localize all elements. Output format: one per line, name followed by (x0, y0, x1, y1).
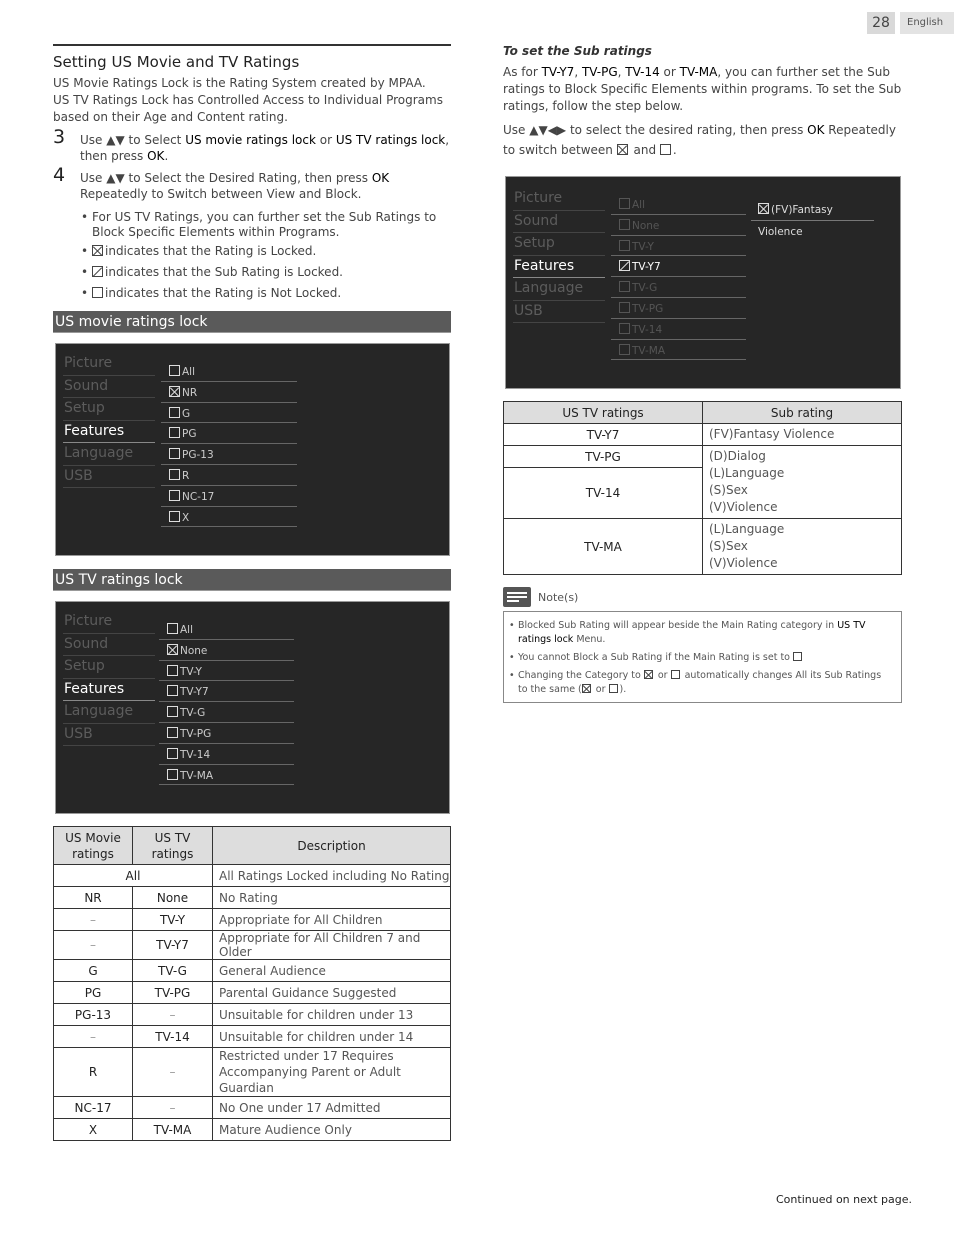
continued-note: Continued on next page. (776, 1193, 912, 1206)
table-row: – TV-14 Unsuitable for children under 14 (54, 1026, 451, 1048)
bullet-sub-ratings: • For US TV Ratings, you can further set the Sub Ratings to Block Specific Elements within Programs. (81, 210, 437, 239)
table-row: PG-13 – Unsuitable for children under 13 (54, 1004, 451, 1026)
sub-ratings-screen (505, 176, 901, 389)
locked-checkbox-icon (582, 684, 591, 693)
option-x[interactable]: X (161, 507, 297, 528)
option-all[interactable]: All (161, 361, 297, 382)
option-all[interactable]: All (159, 619, 294, 640)
menu-item-language[interactable]: Language (513, 278, 605, 301)
step-number: 3 (53, 126, 66, 148)
page-number: 28 (867, 12, 895, 34)
table-row: All All Ratings Locked including No Rating (54, 865, 451, 887)
option-tv-y7[interactable]: TV-Y7 (159, 681, 294, 702)
table-row: X TV-MA Mature Audience Only (54, 1119, 451, 1141)
settings-menu (63, 353, 155, 488)
menu-item-features[interactable]: Features (513, 256, 605, 279)
checkbox-icon (167, 706, 178, 717)
option-tv-14[interactable]: TV-14 (611, 319, 746, 340)
table-row: NC-17 – No One under 17 Admitted (54, 1097, 451, 1119)
menu-item-usb[interactable]: USB (513, 301, 605, 324)
right-column (503, 44, 902, 703)
language-tab: English (900, 12, 954, 34)
note-item: • You cannot Block a Sub Rating if the Main Rating is set to (509, 651, 893, 665)
checkbox-icon (619, 198, 630, 209)
menu-item-picture[interactable]: Picture (63, 611, 155, 634)
checkbox-icon (619, 302, 630, 313)
table-row: TV-Y7 (FV)Fantasy Violence (504, 424, 902, 446)
menu-item-sound[interactable]: Sound (63, 376, 155, 399)
bullet-not-locked: • indicates that the Rating is Not Locked. (81, 286, 342, 300)
option-tv-pg[interactable]: TV-PG (159, 723, 294, 744)
checkbox-icon (619, 344, 630, 355)
intro-text-2: US TV Ratings Lock has Controlled Access to Individual Programs based on their Age and Content rating. (53, 93, 443, 124)
option-nc-17[interactable]: NC-17 (161, 486, 297, 507)
checkbox-icon (169, 490, 180, 501)
option-tv-ma[interactable]: TV-MA (159, 765, 294, 786)
option-pg-13[interactable]: PG-13 (161, 444, 297, 465)
table-row: TV-PG (D)Dialog (L)Language (S)Sex (V)Violence (504, 446, 902, 468)
checkbox-icon (167, 685, 178, 696)
option-none[interactable]: None (611, 215, 746, 236)
option-tv-pg[interactable]: TV-PG (611, 298, 746, 319)
header-movie: US Movie ratings (54, 827, 133, 865)
checkbox-icon (619, 219, 630, 230)
checkbox-icon (167, 665, 178, 676)
locked-checkbox-icon (617, 144, 628, 155)
checkbox-icon (169, 407, 180, 418)
locked-checkbox-icon (758, 203, 769, 214)
locked-checkbox-icon (167, 644, 178, 655)
table-row: PG TV-PG Parental Guidance Suggested (54, 982, 451, 1004)
checkbox-icon (167, 748, 178, 759)
menu-item-language[interactable]: Language (63, 701, 155, 724)
note-item: • Changing the Category to or automatically changes All its Sub Ratings to the same ( or ). (509, 670, 882, 695)
menu-item-setup[interactable]: Setup (63, 398, 155, 421)
tv-rating-options (159, 619, 294, 785)
note-item: • Blocked Sub Rating will appear beside the Main Rating category in US TV ratings lock Menu. (509, 620, 866, 645)
checkbox-icon (793, 652, 802, 661)
header-tv: US TV ratings (133, 827, 213, 865)
menu-item-language[interactable]: Language (63, 443, 155, 466)
checkbox-icon (619, 323, 630, 334)
table-row: – TV-Y7 Appropriate for All Children 7 and Older (54, 931, 451, 960)
sub-locked-checkbox-icon (619, 260, 630, 271)
settings-menu (513, 188, 605, 323)
tv-ratings-bar: US TV ratings lock (53, 569, 451, 591)
unlocked-checkbox-icon (92, 287, 103, 298)
checkbox-icon (169, 511, 180, 522)
settings-menu (63, 611, 155, 746)
movie-ratings-bar: US movie ratings lock (53, 311, 451, 333)
ratings-table (53, 826, 451, 1141)
table-header-row (54, 827, 451, 865)
header-description: Description (213, 827, 451, 865)
menu-item-sound[interactable]: Sound (63, 634, 155, 657)
locked-checkbox-icon (169, 386, 180, 397)
movie-ratings-screen (55, 343, 450, 556)
option-tv-y[interactable]: TV-Y (159, 661, 294, 682)
option-tv-y7[interactable]: TV-Y7 (611, 256, 746, 277)
table-row: NR None No Rating (54, 887, 451, 909)
sub-rating-item[interactable]: (FV)Fantasy Violence (751, 199, 874, 221)
notes-header: Note(s) (503, 587, 902, 607)
sub-ratings-title: To set the Sub ratings (503, 44, 652, 58)
step-number: 4 (53, 164, 66, 186)
menu-item-picture[interactable]: Picture (513, 188, 605, 211)
section-title: Setting US Movie and TV Ratings (53, 44, 451, 71)
locked-checkbox-icon (644, 670, 653, 679)
table-row: TV-MA (L)Language (S)Sex (V)Violence (504, 519, 902, 575)
option-tv-g[interactable]: TV-G (159, 702, 294, 723)
checkbox-icon (660, 144, 671, 155)
checkbox-icon (619, 240, 630, 251)
menu-item-sound[interactable]: Sound (513, 211, 605, 234)
table-row: – TV-Y Appropriate for All Children (54, 909, 451, 931)
option-tv-ma[interactable]: TV-MA (611, 340, 746, 361)
menu-item-features[interactable]: Features (63, 421, 155, 444)
table-header-row: US TV ratings Sub rating (504, 402, 902, 424)
checkbox-icon (609, 684, 618, 693)
notes-icon (503, 587, 531, 607)
locked-checkbox-icon (92, 245, 103, 256)
step-4: 4 Use ▲▼ to Select the Desired Rating, then press OK Repeatedly to Switch between View and Block. (53, 164, 390, 201)
option-none[interactable]: None (159, 640, 294, 661)
bullet-sub-locked: • indicates that the Sub Rating is Locked. (81, 265, 343, 279)
menu-item-usb[interactable]: USB (63, 466, 155, 489)
checkbox-icon (671, 670, 680, 679)
notes-box (503, 611, 902, 703)
bullet-locked: • indicates that the Rating is Locked. (81, 244, 317, 258)
checkbox-icon (619, 281, 630, 292)
option-tv-y[interactable]: TV-Y (611, 236, 746, 257)
sub-ratings-intro: As for TV-Y7, TV-PG, TV-14 or TV-MA, you can further set the Sub ratings to Block Specific Elements within programs. To set the Sub ratings, follow the step below. (503, 65, 902, 113)
table-row: R – Restricted under 17 Requires Accompanying Parent or Adult Guardian (54, 1048, 451, 1097)
option-all[interactable]: All (611, 194, 746, 215)
movie-rating-options (161, 361, 297, 527)
checkbox-icon (167, 727, 178, 738)
step-3: 3 Use ▲▼ to Select US movie ratings lock or US TV ratings lock, then press OK. (53, 126, 450, 163)
checkbox-icon (169, 427, 180, 438)
menu-item-setup[interactable]: Setup (63, 656, 155, 679)
checkbox-icon (169, 469, 180, 480)
left-column (53, 44, 451, 1141)
intro-text-1: US Movie Ratings Lock is the Rating System created by MPAA. (53, 76, 426, 90)
tv-ratings-screen (55, 601, 450, 814)
checkbox-icon (169, 448, 180, 459)
tv-rating-options (611, 194, 746, 360)
sub-ratings-table (503, 401, 902, 575)
sub-locked-checkbox-icon (92, 266, 103, 277)
checkbox-icon (167, 769, 178, 780)
option-r[interactable]: R (161, 465, 297, 486)
option-tv-14[interactable]: TV-14 (159, 744, 294, 765)
option-nr[interactable]: NR (161, 382, 297, 403)
menu-item-features[interactable]: Features (63, 679, 155, 702)
checkbox-icon (169, 365, 180, 376)
menu-item-setup[interactable]: Setup (513, 233, 605, 256)
sub-ratings-instruction: Use ▲▼◀▶ to select the desired rating, then press OK Repeatedly to switch between and . (503, 123, 896, 157)
option-g[interactable]: G (161, 403, 297, 424)
table-row: G TV-G General Audience (54, 960, 451, 982)
menu-item-picture[interactable]: Picture (63, 353, 155, 376)
menu-item-usb[interactable]: USB (63, 724, 155, 747)
option-tv-g[interactable]: TV-G (611, 277, 746, 298)
option-pg[interactable]: PG (161, 423, 297, 444)
checkbox-icon (167, 623, 178, 634)
table-row: TV-14 (504, 468, 902, 519)
